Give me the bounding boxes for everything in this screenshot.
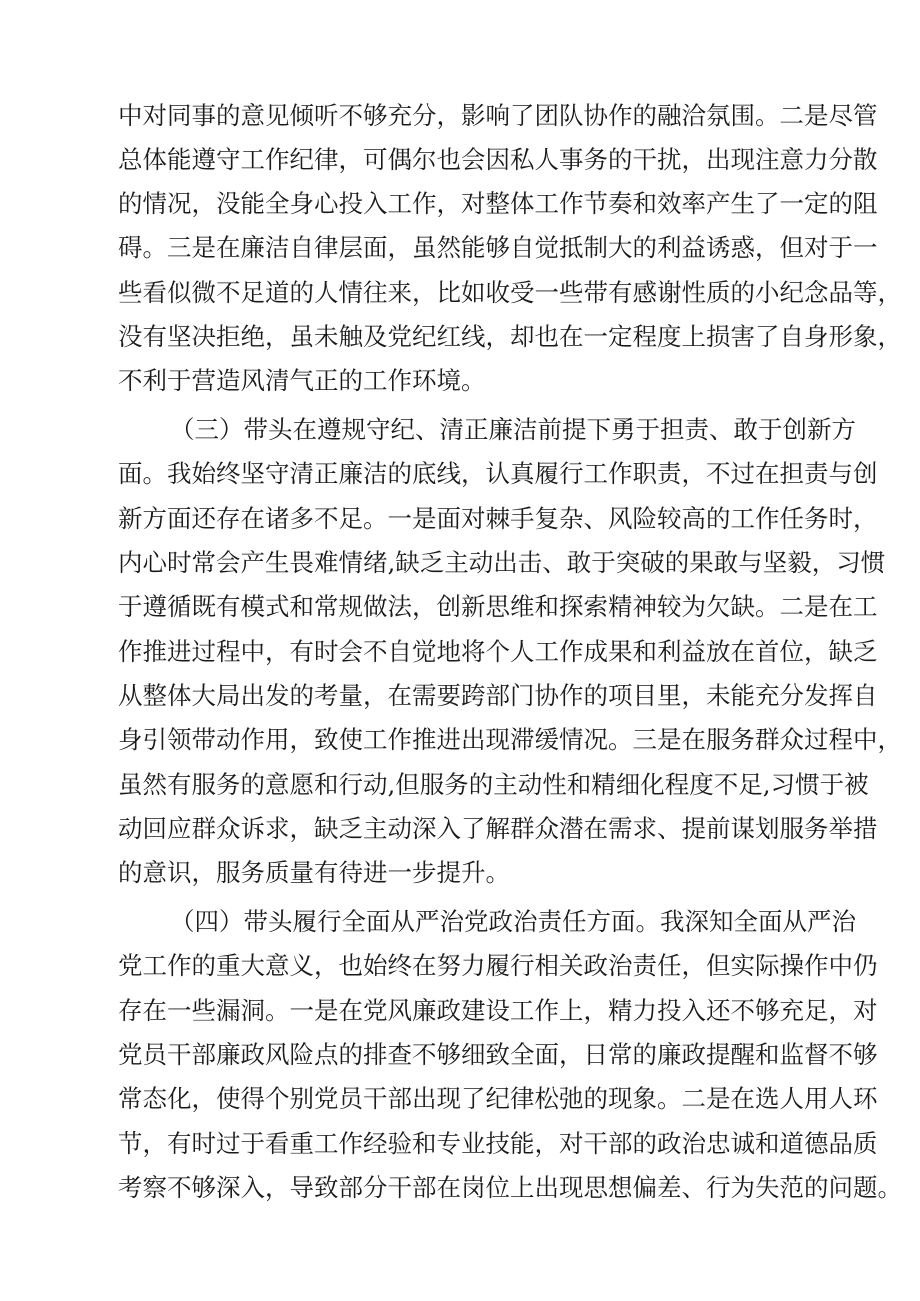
- text-line: [0, 721, 920, 759]
- text-line-content: 动回应群众诉求，缺乏主动深入了解群众潜在需求、提前谋划服务举措: [118, 814, 878, 843]
- text-line-content: 身引领带动作用，致使工作推进出现滞缓情况。三是在服务群众过程中，: [118, 725, 902, 754]
- text-line-content: 些看似微不足道的人情往来，比如收受一些带有感谢性质的小纪念品等，: [118, 278, 902, 307]
- section-heading: （四）带头履行全面从严治党政治责任方面。我深知全面从严治: [170, 907, 856, 936]
- text-line-content: 内心时常会产生畏难情绪,缺乏主动出击、敢于突破的果敢与坚毅，习惯: [118, 548, 886, 577]
- text-line: [0, 766, 920, 804]
- text-line: [0, 1080, 920, 1118]
- text-line: [0, 141, 920, 179]
- text-line-content: 中对同事的意见倾听不够充分，影响了团队协作的融洽氛围。二是尽管: [118, 101, 878, 130]
- text-line: [0, 544, 920, 582]
- text-line: [0, 992, 920, 1030]
- text-line: [0, 588, 920, 626]
- text-line: [0, 500, 920, 538]
- text-line-content: 作推进过程中，有时会不自觉地将个人工作成果和利益放在首位，缺乏: [118, 637, 878, 666]
- text-line-content: 党工作的重大意义，也始终在努力履行相关政治责任，但实际操作中仍: [118, 951, 878, 980]
- section-heading-line: [0, 411, 920, 449]
- text-line: [0, 1169, 920, 1207]
- text-line-content: 的情况，没能全身心投入工作，对整体工作节奏和效率产生了一定的阻: [118, 189, 878, 218]
- text-line: [0, 633, 920, 671]
- text-line-content: 存在一些漏洞。一是在党风廉政建设工作上，精力投入还不够充足，对: [118, 996, 878, 1025]
- text-line: [0, 185, 920, 223]
- text-line: [0, 1036, 920, 1074]
- text-line: [0, 97, 920, 135]
- text-line-content: 节，有时过于看重工作经验和专业技能，对干部的政治忠诚和道德品质: [118, 1129, 878, 1158]
- text-line-content: 常态化，使得个别党员干部出现了纪律松弛的现象。二是在选人用人环: [118, 1084, 878, 1113]
- text-line-content: 总体能遵守工作纪律，可偶尔也会因私人事务的干扰，出现注意力分散: [118, 145, 878, 174]
- text-line: [0, 810, 920, 848]
- text-line: [0, 677, 920, 715]
- text-line: [0, 1125, 920, 1163]
- text-line: [0, 229, 920, 267]
- text-line-content: 于遵循既有模式和常规做法，创新思维和探索精神较为欠缺。二是在工: [118, 592, 878, 621]
- text-line-content: 虽然有服务的意愿和行动,但服务的主动性和精细化程度不足,习惯于被: [118, 770, 869, 799]
- section-heading: （三）带头在遵规守纪、清正廉洁前提下勇于担责、敢于创新方: [170, 415, 856, 444]
- text-line-content: 考察不够深入，导致部分干部在岗位上出现思想偏差、行为失范的问题。: [118, 1173, 902, 1202]
- text-line-content: 新方面还存在诸多不足。一是面对棘手复杂、风险较高的工作任务时，: [118, 504, 878, 533]
- text-line-content: 面。我始终坚守清正廉洁的底线，认真履行工作职责，不过在担责与创: [118, 459, 878, 488]
- text-line-content: 从整体大局出发的考量，在需要跨部门协作的项目里，未能充分发挥自: [118, 681, 878, 710]
- text-line: [0, 362, 920, 400]
- text-line: [0, 455, 920, 493]
- text-line: [0, 854, 920, 892]
- text-line: [0, 274, 920, 312]
- text-line: [0, 947, 920, 985]
- section-heading-line: [0, 903, 920, 941]
- text-line-content: 碍。三是在廉洁自律层面，虽然能够自觉抵制大的利益诱惑，但对于一: [118, 233, 878, 262]
- text-line-content: 没有坚决拒绝，虽未触及党纪红线，却也在一定程度上损害了自身形象，: [118, 322, 902, 351]
- text-line-content: 不利于营造风清气正的工作环境。: [118, 366, 486, 395]
- text-line-content: 党员干部廉政风险点的排查不够细致全面，日常的廉政提醒和监督不够: [118, 1040, 878, 1069]
- text-line-content: 的意识，服务质量有待进一步提升。: [118, 858, 510, 887]
- text-line: [0, 318, 920, 356]
